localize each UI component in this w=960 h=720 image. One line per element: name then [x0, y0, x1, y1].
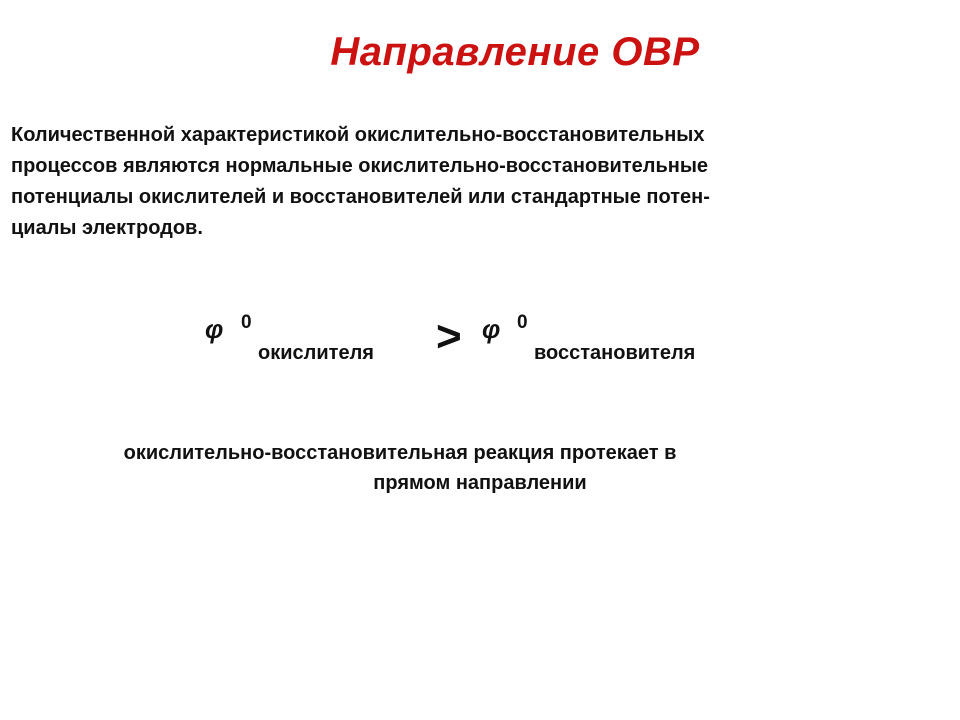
paragraph-line-3: потенциалы окислителей и восстановителей или стандартные потен- — [11, 186, 710, 208]
potential-inequality — [0, 300, 960, 380]
reducer-subscript: восстановителя — [534, 342, 696, 364]
conclusion-line-2: прямом направлении — [373, 472, 587, 494]
greater-than-sign: > — [436, 312, 462, 361]
definition-paragraph — [11, 120, 941, 244]
reducer-phi-symbol: φ — [482, 314, 501, 344]
oxidizer-subscript: окислителя — [258, 342, 374, 364]
oxidizer-superscript: 0 — [241, 312, 252, 333]
paragraph-line-4: циалы электродов. — [11, 217, 203, 239]
conclusion-line-1: окислительно-восстановительная реакция протекает в — [123, 442, 677, 464]
oxidizer-phi-symbol: φ — [205, 314, 224, 344]
conclusion-text — [0, 438, 800, 498]
reducer-superscript: 0 — [517, 312, 528, 333]
paragraph-line-2: процессов являются нормальные окислительно-восстановительные — [11, 155, 709, 177]
slide-title: Направление ОВР — [330, 30, 700, 74]
paragraph-line-1: Количественной характеристикой окислительно-восстановительных — [11, 124, 705, 146]
